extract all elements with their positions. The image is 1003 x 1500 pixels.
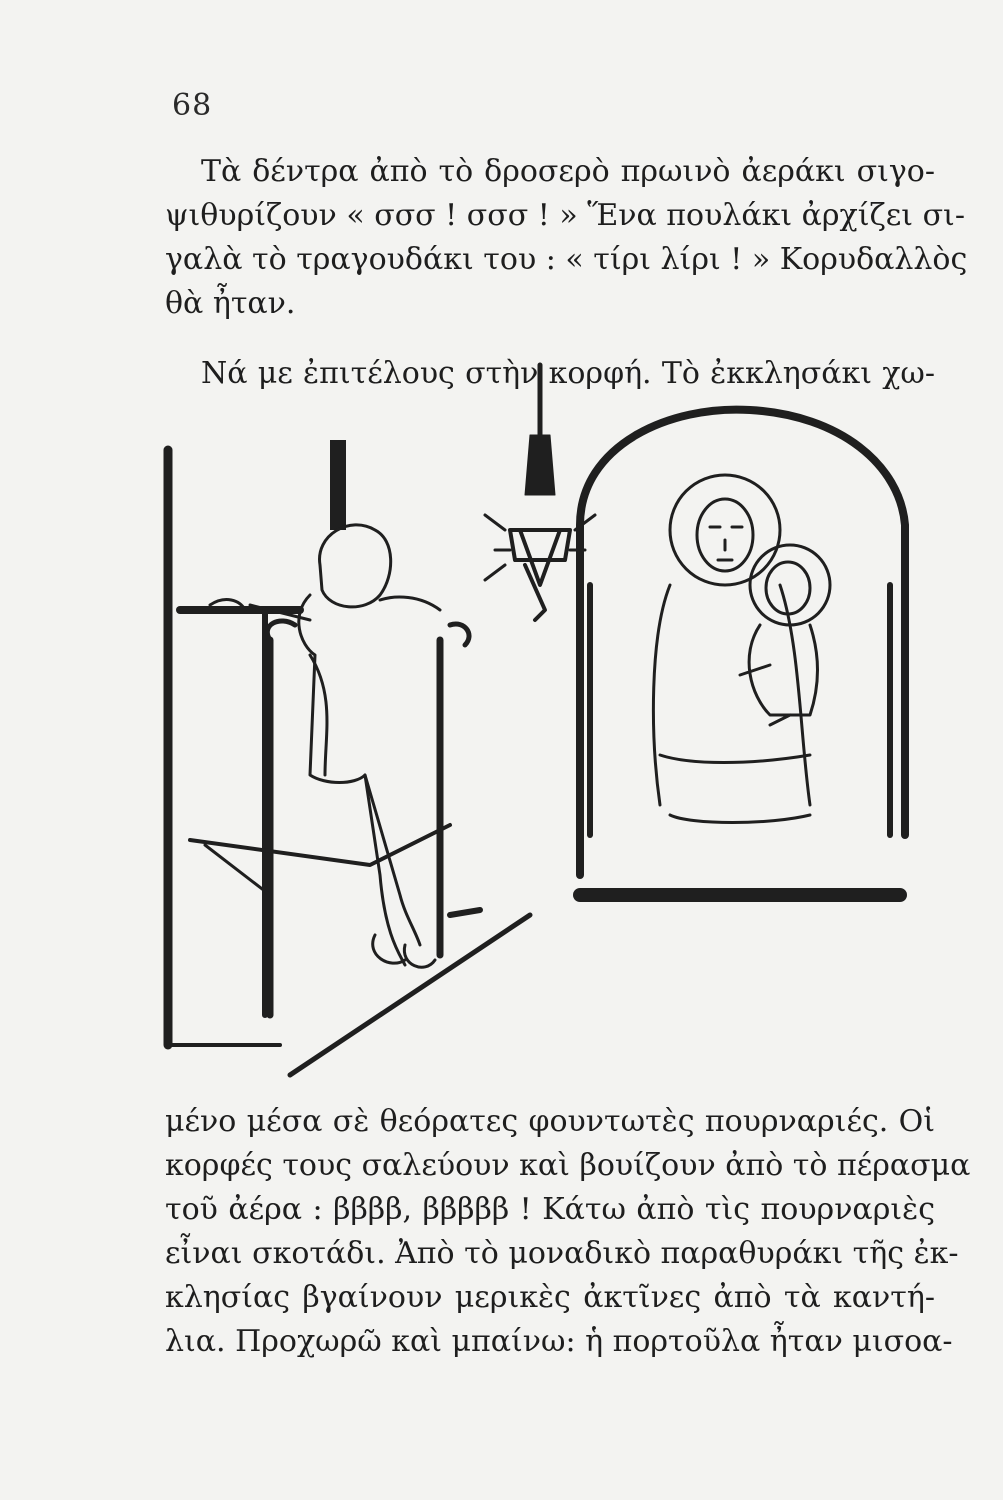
text-line: θὰ ἦταν. xyxy=(165,286,296,321)
text-line: Τὰ δέντρα ἀπὸ τὸ δροσερὸ πρωινὸ ἀεράκι σιγο- xyxy=(201,154,935,189)
page-number: 68 xyxy=(172,88,213,123)
second-paragraph-line: Νά με ἐπιτέλους στὴν κορφή. Τὸ ἐκκλησάκι χω- xyxy=(201,356,935,391)
woodcut-illustration xyxy=(150,355,930,1085)
text-line: τοῦ ἀέρα : ββββ, βββββ ! Κάτω ἀπὸ τὶς πουρναριὲς xyxy=(165,1192,935,1227)
text-line: εἶναι σκοτάδι. Ἀπὸ τὸ μοναδικὸ παραθυράκι τῆς ἐκ- xyxy=(165,1236,959,1271)
text-line: μένο μέσα σὲ θεόρατες φουντωτὲς πουρναριές. Οἱ xyxy=(165,1104,935,1139)
text-line: ψιθυρίζουν « σσσ ! σσσ ! » Ἕνα πουλάκι ἀρχίζει σι- xyxy=(165,198,965,233)
door-frame xyxy=(168,440,346,1045)
floor-line xyxy=(290,915,530,1075)
chair xyxy=(190,621,469,1015)
icon-niche xyxy=(450,410,905,915)
madonna-icon xyxy=(653,475,830,823)
text-line: λια. Προχωρῶ καὶ μπαίνω: ἡ πορτοῦλα ἦταν μισοα- xyxy=(165,1324,953,1359)
bottom-paragraph xyxy=(165,1100,971,1364)
text-line: κλησίας βγαίνουν μερικὲς ἀκτῖνες ἀπὸ τὰ καντή- xyxy=(165,1280,935,1315)
child-figure xyxy=(210,525,440,967)
text-line: γαλὰ τὸ τραγουδάκι του : « τίρι λίρι ! » Κορυδαλλὸς xyxy=(165,242,968,277)
text-line: κορφές τους σαλεύουν καὶ βουίζουν ἀπὸ τὸ πέρασμα xyxy=(165,1148,971,1183)
